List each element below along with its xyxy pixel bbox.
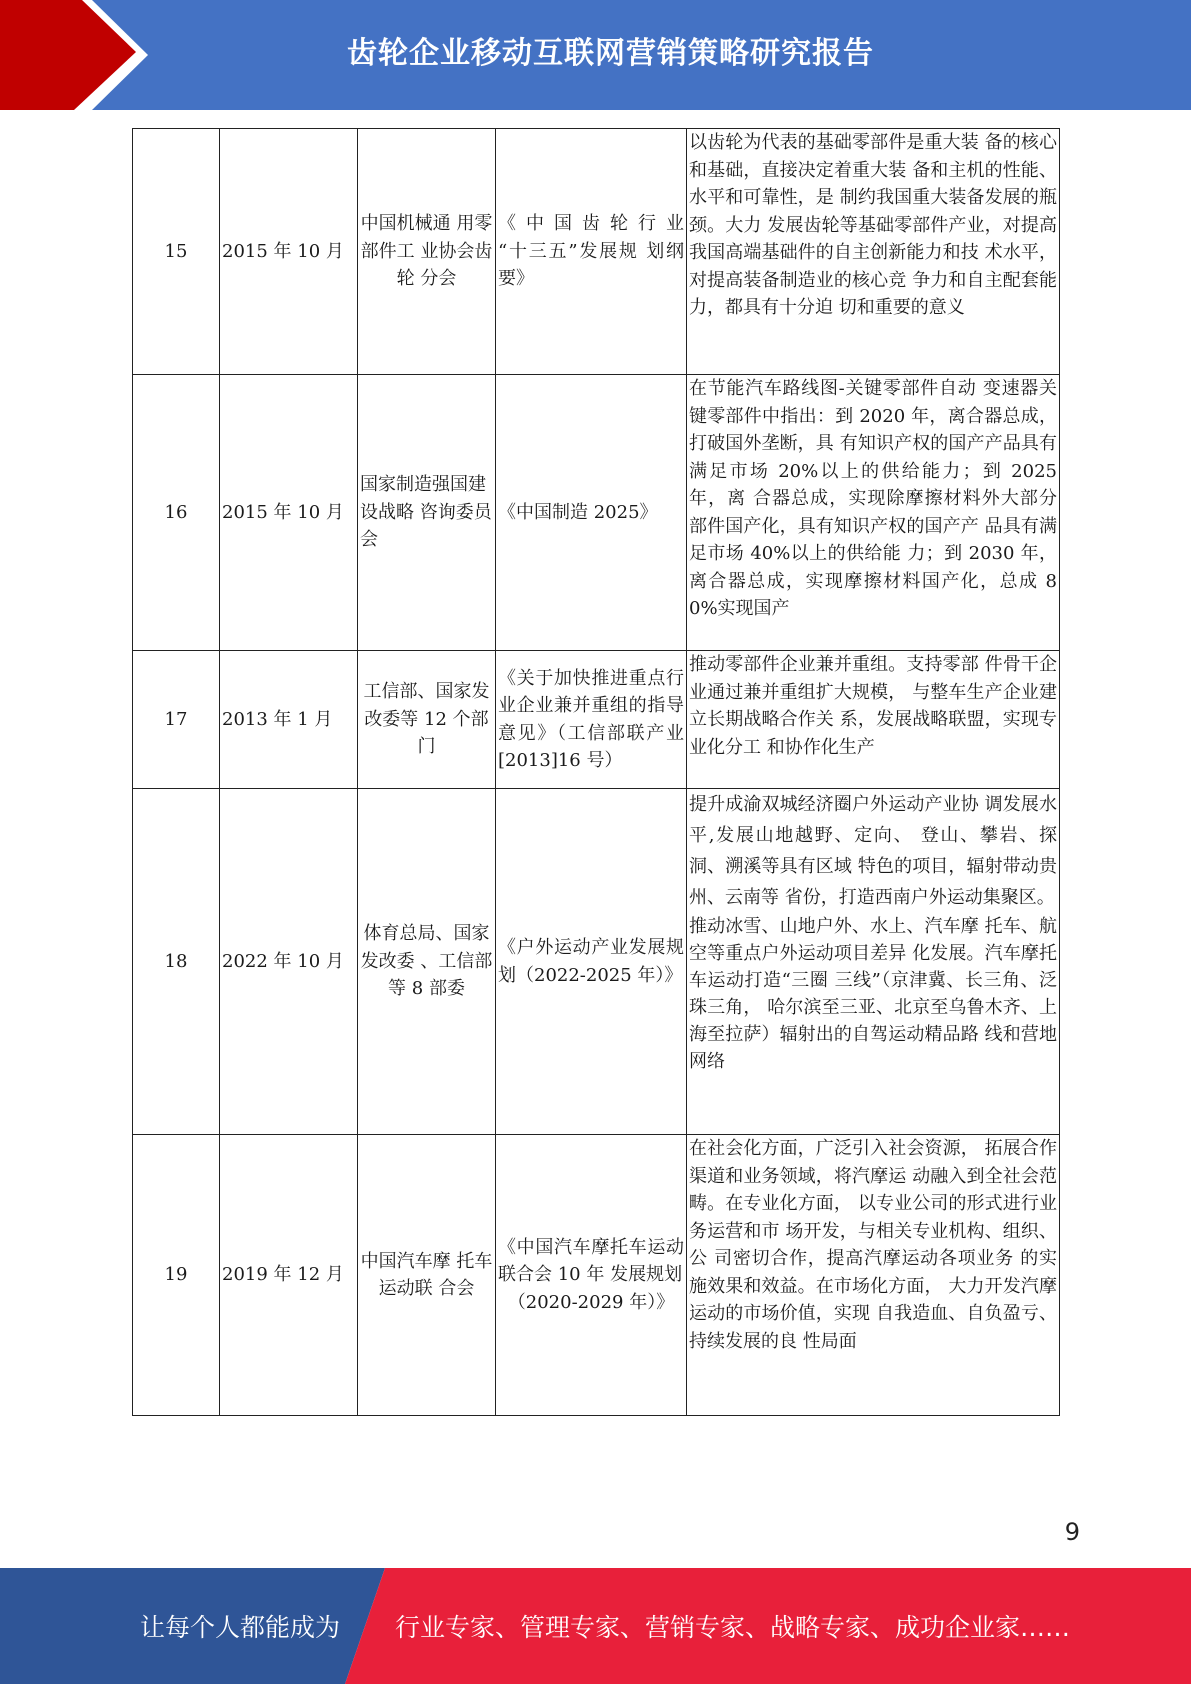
row-number: 19 [133,1135,220,1416]
footer-banner [0,1568,1191,1684]
report-title: 齿轮企业移动互联网营销策略研究报告 [347,36,874,71]
row-date: 2019 年 12 月 [220,1135,358,1416]
policy-table-wrapper [132,128,1059,1416]
row-document: 《户外运动产业发展规划（2022-2025 年）》 [496,789,687,1135]
row-organization: 体育总局、国家发改委 、工信部等 8 部委 [358,789,496,1135]
row-number: 15 [133,129,220,375]
footer-slogan-left: 让每个人都能成为 [140,1613,341,1642]
row-number: 16 [133,375,220,651]
description-paragraph: 提升成渝双城经济圈户外运动产业协 调发展水平,发展山地越野、定向、 登山、攀岩、探洞、溯溪等具有区域 特色的项目，辐射带动贵州、云南等 省份，打造西南户外运动集聚区。 [689,794,1057,908]
table-row [133,789,1060,1135]
row-date: 2015 年 10 月 [220,375,358,651]
policy-table [132,128,1060,1416]
row-organization: 工信部、国家发改委等 12 个部门 [358,651,496,789]
row-document: 《 中 国 齿 轮 行 业 “十三五”发展规 划纲要》 [496,129,687,375]
row-organization: 国家制造强国建设战略 咨询委员会 [358,375,496,651]
footer-slogan-right: 行业专家、管理专家、营销专家、战略专家、成功企业家…… [395,1613,1071,1642]
row-number: 18 [133,789,220,1135]
table-row [133,1135,1060,1416]
header-red-chevron [0,0,150,110]
table-row [133,129,1060,375]
table-row [133,375,1060,651]
row-description: 推动零部件企业兼并重组。支持零部 件骨干企业通过兼并重组扩大规模， 与整车生产企业建立长期战略合作关 系，发展战略联盟，实现专业化分工 和协作化生产 [687,651,1060,789]
row-organization: 中国机械通 用零部件工 业协会齿轮 分会 [358,129,496,375]
document-title: 《中国汽车摩托车运动联合会 10 年 发展规划 [498,1236,684,1286]
row-organization: 中国汽车摩 托车运动联 合会 [358,1135,496,1416]
row-document [496,1135,687,1416]
page-number: 9 [1064,1518,1080,1546]
row-date: 2013 年 1 月 [220,651,358,789]
row-description: 在社会化方面，广泛引入社会资源， 拓展合作渠道和业务领域，将汽摩运 动融入到全社会范畴。在专业化方面， 以专业公司的形式进行业务运营和市 场开发，与相关专业机构、组织、公 司密切合作，提高汽摩运动各项业务 的实施效果和效益。在市场化方面， 大力开发汽摩运动的市场价值，实现 自我造血、自负盈亏、持续发展的良 性局面 [687,1135,1060,1416]
row-description: 以齿轮为代表的基础零部件是重大装 备的核心和基础，直接决定着重大装 备和主机的性能、水平和可靠性，是 制约我国重大装备发展的瓶颈。大力 发展齿轮等基础零部件产业，对提高 我国高端基础件的自主创新能力和技 术水平，对提高装备制造业的核心竞 争力和自主配套能力，都具有十分迫 切和重要的意义 [687,129,1060,375]
row-document: 《中国制造 2025》 [496,375,687,651]
table-row [133,651,1060,789]
document-period: （2020-2029 年）》 [507,1291,675,1313]
header-banner [0,0,1191,110]
row-description: 在节能汽车路线图-关键零部件自动 变速器关键零部件中指出：到 2020 年，离合器总成，打破国外垄断，具 有知识产权的国产产品具有满足市场 20%以上的供给能力；到 2025 年，离 合器总成，实现除摩擦材料外大部分 部件国产化，具有知识产权的国产产 品具有满足市场 40%以上的供给能 力；到 2030 年，离合器总成，实现摩擦材料国产化，总成 80%实现国产 [687,375,1060,651]
description-paragraph: 推动冰雪、山地户外、水上、汽车摩 托车、航空等重点户外运动项目差异 化发展。汽车摩托车运动打造“三圈 三线”（京津冀、长三角、泛珠三角， 哈尔滨至三亚、北京至乌鲁木齐、上 海至拉萨）辐射出的自驾运动精品路 线和营地网络 [689,916,1057,1072]
row-number: 17 [133,651,220,789]
row-document: 《关于加快推进重点行业企业兼并重组的指导意见》（工信部联产业 [2013]16 号） [496,651,687,789]
row-date: 2022 年 10 月 [220,789,358,1135]
row-date: 2015 年 10 月 [220,129,358,375]
row-description [687,789,1060,1135]
